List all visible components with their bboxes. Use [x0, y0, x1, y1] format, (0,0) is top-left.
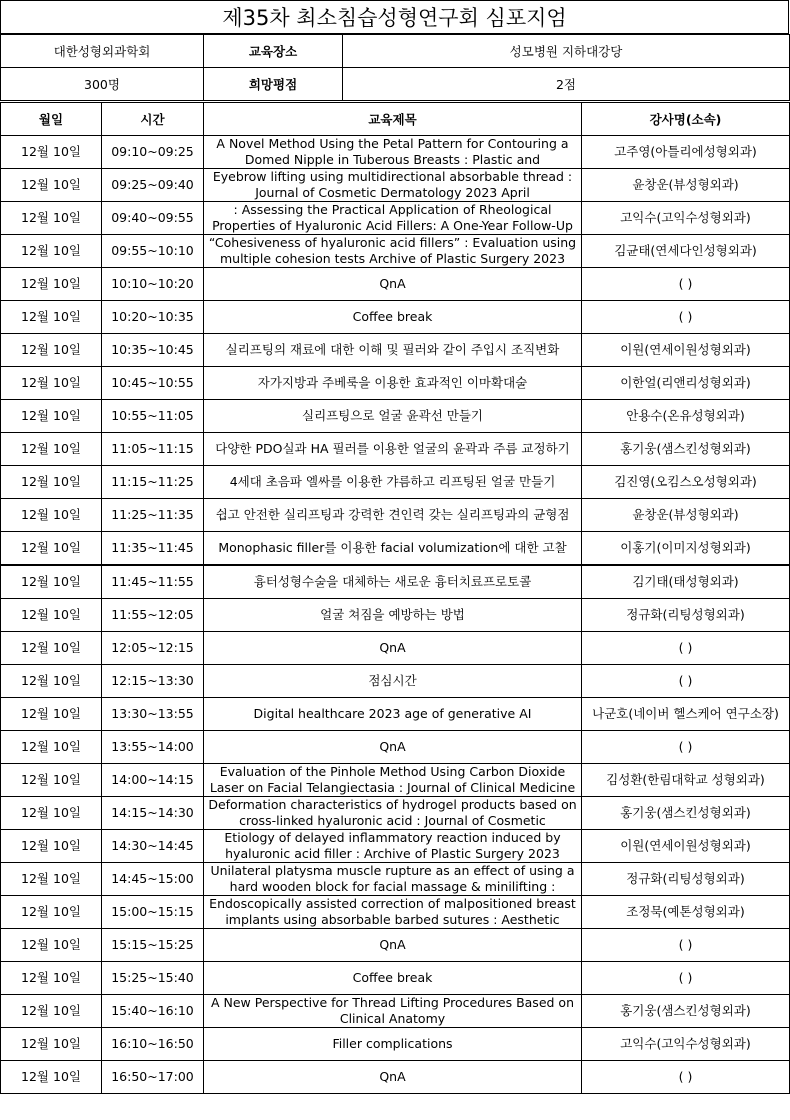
row-speaker: 홍기웅(샘스킨성형외과) — [582, 995, 790, 1028]
row-date: 12월 10일 — [1, 929, 102, 962]
row-topic — [204, 797, 582, 830]
table-row — [1, 169, 790, 202]
row-time: 09:55~10:10 — [102, 235, 204, 268]
header-topic: 교육제목 — [204, 103, 582, 136]
row-topic — [204, 499, 582, 532]
table-row — [1, 896, 790, 929]
row-speaker: 이원(연세이원성형외과) — [582, 334, 790, 367]
row-date: 12월 10일 — [1, 565, 102, 599]
row-topic — [204, 896, 582, 929]
row-date: 12월 10일 — [1, 1061, 102, 1094]
row-speaker: ( ) — [582, 632, 790, 665]
row-topic-text: 실리프팅의 재료에 대한 이해 및 필러와 같이 주입시 조직변화 — [225, 342, 560, 357]
row-topic — [204, 532, 582, 566]
row-date: 12월 10일 — [1, 268, 102, 301]
table-row — [1, 863, 790, 896]
info-table — [0, 34, 790, 101]
row-topic-text: 흉터성형수술을 대체하는 새로운 흉터치료프로토콜 — [253, 574, 532, 589]
row-topic — [204, 599, 582, 632]
row-topic-text: Unilateral platysma muscle rupture as an effect of using a hard wooden block for facial massage & minilifting : — [210, 863, 575, 894]
row-time: 15:40~16:10 — [102, 995, 204, 1028]
row-date: 12월 10일 — [1, 499, 102, 532]
row-date: 12월 10일 — [1, 665, 102, 698]
row-topic — [204, 665, 582, 698]
row-topic-text: Filler complications — [332, 1036, 453, 1051]
row-time: 10:55~11:05 — [102, 400, 204, 433]
row-speaker: 김균태(연세다인성형외과) — [582, 235, 790, 268]
row-topic — [204, 962, 582, 995]
row-date: 12월 10일 — [1, 466, 102, 499]
row-topic — [204, 202, 582, 235]
row-topic — [204, 929, 582, 962]
table-row — [1, 929, 790, 962]
row-time: 09:10~09:25 — [102, 136, 204, 169]
table-row — [1, 235, 790, 268]
table-row — [1, 466, 790, 499]
table-row — [1, 136, 790, 169]
row-speaker: ( ) — [582, 301, 790, 334]
table-row — [1, 797, 790, 830]
row-topic-text: 실리프팅으로 얼굴 윤곽선 만들기 — [302, 408, 483, 423]
organization: 대한성형외과학회 — [1, 35, 204, 68]
row-time: 15:00~15:15 — [102, 896, 204, 929]
row-date: 12월 10일 — [1, 136, 102, 169]
row-time: 14:00~14:15 — [102, 764, 204, 797]
row-time: 10:20~10:35 — [102, 301, 204, 334]
row-speaker: 김기태(태성형외과) — [582, 565, 790, 599]
header-date: 월일 — [1, 103, 102, 136]
table-row — [1, 565, 790, 599]
row-date: 12월 10일 — [1, 202, 102, 235]
row-time: 10:45~10:55 — [102, 367, 204, 400]
row-topic-text: QnA — [379, 937, 406, 952]
row-speaker: 나군호(네이버 헬스케어 연구소장) — [582, 698, 790, 731]
row-topic — [204, 301, 582, 334]
row-topic — [204, 632, 582, 665]
row-topic — [204, 136, 582, 169]
row-speaker: ( ) — [582, 731, 790, 764]
table-row — [1, 334, 790, 367]
row-topic — [204, 1061, 582, 1094]
row-topic-text: Deformation characteristics of hydrogel products based on cross-linked hyaluronic acid : Journal of Cosmetic — [208, 797, 577, 828]
row-time: 14:30~14:45 — [102, 830, 204, 863]
document-title: 제35차 최소침습성형연구회 심포지엄 — [0, 0, 789, 34]
row-topic — [204, 169, 582, 202]
row-date: 12월 10일 — [1, 334, 102, 367]
row-date: 12월 10일 — [1, 962, 102, 995]
row-topic-text: Coffee break — [352, 309, 433, 324]
row-time: 09:40~09:55 — [102, 202, 204, 235]
row-topic-text: Digital healthcare 2023 age of generative AI — [253, 706, 532, 721]
row-time: 11:35~11:45 — [102, 532, 204, 566]
table-row — [1, 1061, 790, 1094]
row-speaker: 윤창운(뷰성형외과) — [582, 499, 790, 532]
row-date: 12월 10일 — [1, 599, 102, 632]
row-topic-text: Endoscopically assisted correction of malpositioned breast implants using absorbable barbed sutures : Aesthetic — [209, 896, 576, 927]
row-speaker: 이한얼(리앤리성형외과) — [582, 367, 790, 400]
table-row — [1, 995, 790, 1028]
row-time: 14:15~14:30 — [102, 797, 204, 830]
row-time: 12:05~12:15 — [102, 632, 204, 665]
table-row — [1, 830, 790, 863]
info-row-venue — [1, 35, 790, 68]
row-topic-text: Eyebrow lifting using multidirectional absorbable thread : Journal of Cosmetic Dermatology 2023 April — [212, 169, 573, 200]
row-topic — [204, 863, 582, 896]
row-date: 12월 10일 — [1, 698, 102, 731]
row-topic — [204, 433, 582, 466]
row-date: 12월 10일 — [1, 896, 102, 929]
row-speaker: 고익수(고익수성형외과) — [582, 202, 790, 235]
row-topic — [204, 400, 582, 433]
row-time: 11:05~11:15 — [102, 433, 204, 466]
row-speaker: 김진영(오킴스오성형외과) — [582, 466, 790, 499]
row-time: 09:25~09:40 — [102, 169, 204, 202]
table-row — [1, 400, 790, 433]
row-time: 10:10~10:20 — [102, 268, 204, 301]
row-speaker: 이홍기(이미지성형외과) — [582, 532, 790, 566]
row-date: 12월 10일 — [1, 433, 102, 466]
row-time: 12:15~13:30 — [102, 665, 204, 698]
row-topic-text: Etiology of delayed inflammatory reaction induced by hyaluronic acid filler : Archive of Plastic Surgery 2023 — [224, 830, 561, 861]
row-topic-text: 점심시간 — [368, 673, 417, 688]
row-date: 12월 10일 — [1, 1028, 102, 1061]
table-row — [1, 367, 790, 400]
row-speaker: ( ) — [582, 665, 790, 698]
table-row — [1, 599, 790, 632]
row-date: 12월 10일 — [1, 235, 102, 268]
row-date: 12월 10일 — [1, 632, 102, 665]
row-time: 15:25~15:40 — [102, 962, 204, 995]
row-topic-text: Coffee break — [352, 970, 433, 985]
row-topic-text: QnA — [379, 640, 406, 655]
header-time: 시간 — [102, 103, 204, 136]
row-topic-text: Evaluation of the Pinhole Method Using Carbon Dioxide Laser on Facial Telangiectasia : Journal of Clinical Medicine — [209, 764, 576, 795]
row-speaker: ( ) — [582, 1061, 790, 1094]
info-row-credits — [1, 68, 790, 101]
row-date: 12월 10일 — [1, 169, 102, 202]
row-topic — [204, 830, 582, 863]
row-speaker: ( ) — [582, 929, 790, 962]
row-speaker: 안용수(온유성형외과) — [582, 400, 790, 433]
row-topic-text: “Cohesiveness of hyaluronic acid fillers” : Evaluation using multiple cohesion tests Archive of Plastic Surgery 2023 — [208, 235, 577, 266]
row-time: 11:55~12:05 — [102, 599, 204, 632]
table-row — [1, 764, 790, 797]
row-time: 11:15~11:25 — [102, 466, 204, 499]
table-row — [1, 301, 790, 334]
row-speaker: 홍기웅(샘스킨성형외과) — [582, 433, 790, 466]
schedule-body — [1, 136, 790, 1094]
table-row — [1, 962, 790, 995]
row-topic-text: QnA — [379, 1069, 406, 1084]
table-row — [1, 202, 790, 235]
row-time: 16:50~17:00 — [102, 1061, 204, 1094]
row-topic-text: A New Perspective for Thread Lifting Procedures Based on Clinical Anatomy — [210, 995, 574, 1026]
row-topic-text: 4세대 초음파 엘싸를 이용한 갸름하고 리프팅된 얼굴 만들기 — [229, 474, 556, 489]
row-date: 12월 10일 — [1, 532, 102, 566]
row-date: 12월 10일 — [1, 301, 102, 334]
row-speaker: 이원(연세이원성형외과) — [582, 830, 790, 863]
table-row — [1, 532, 790, 566]
row-topic — [204, 565, 582, 599]
row-time: 16:10~16:50 — [102, 1028, 204, 1061]
row-topic — [204, 334, 582, 367]
row-topic — [204, 731, 582, 764]
row-date: 12월 10일 — [1, 731, 102, 764]
row-topic-text: 얼굴 쳐짐을 예방하는 방법 — [320, 607, 465, 622]
attendees-value: 300명 — [1, 68, 204, 101]
credits-label: 희망평점 — [204, 68, 343, 101]
row-time: 10:35~10:45 — [102, 334, 204, 367]
row-topic-text: : Assessing the Practical Application of Rheological Properties of Hyaluronic Acid Fillers: A One-Year Follow-Up — [212, 202, 573, 233]
row-topic — [204, 367, 582, 400]
table-row — [1, 268, 790, 301]
header-speaker: 강사명(소속) — [582, 103, 790, 136]
table-row — [1, 499, 790, 532]
row-date: 12월 10일 — [1, 995, 102, 1028]
row-topic — [204, 466, 582, 499]
row-speaker: 정규화(리팅성형외과) — [582, 863, 790, 896]
row-date: 12월 10일 — [1, 367, 102, 400]
row-date: 12월 10일 — [1, 863, 102, 896]
table-row — [1, 698, 790, 731]
row-speaker: ( ) — [582, 962, 790, 995]
venue-label: 교육장소 — [204, 35, 343, 68]
row-time: 15:15~15:25 — [102, 929, 204, 962]
table-row — [1, 433, 790, 466]
row-speaker: 홍기웅(샘스킨성형외과) — [582, 797, 790, 830]
row-topic-text: 쉽고 안전한 실리프팅과 강력한 견인력 갖는 실리프팅과의 균형점 — [215, 507, 570, 522]
row-topic — [204, 268, 582, 301]
row-time: 14:45~15:00 — [102, 863, 204, 896]
row-speaker: 고익수(고익수성형외과) — [582, 1028, 790, 1061]
row-topic — [204, 1028, 582, 1061]
row-topic-text: A Novel Method Using the Petal Pattern for Contouring a Domed Nipple in Tuberous Breasts : Plastic and — [216, 136, 569, 167]
row-speaker: 고주영(아틀리에성형외과) — [582, 136, 790, 169]
row-topic-text: 다양한 PDO실과 HA 필러를 이용한 얼굴의 윤곽과 주름 교정하기 — [215, 441, 570, 456]
row-speaker: 정규화(리팅성형외과) — [582, 599, 790, 632]
venue-value: 성모병원 지하대강당 — [343, 35, 790, 68]
table-row — [1, 632, 790, 665]
row-date: 12월 10일 — [1, 400, 102, 433]
row-time: 11:45~11:55 — [102, 565, 204, 599]
row-topic — [204, 698, 582, 731]
row-time: 11:25~11:35 — [102, 499, 204, 532]
row-topic-text: QnA — [379, 739, 406, 754]
row-topic — [204, 995, 582, 1028]
row-date: 12월 10일 — [1, 797, 102, 830]
row-speaker: 조정묵(예톤성형외과) — [582, 896, 790, 929]
row-topic — [204, 235, 582, 268]
row-speaker: 윤창운(뷰성형외과) — [582, 169, 790, 202]
row-date: 12월 10일 — [1, 830, 102, 863]
table-row — [1, 665, 790, 698]
row-topic-text: 자가지방과 주베룩을 이용한 효과적인 이마확대술 — [257, 375, 528, 390]
row-speaker: 김성환(한림대학교 성형외과) — [582, 764, 790, 797]
row-time: 13:55~14:00 — [102, 731, 204, 764]
row-speaker: ( ) — [582, 268, 790, 301]
row-date: 12월 10일 — [1, 764, 102, 797]
row-topic-text: QnA — [379, 276, 406, 291]
table-row — [1, 1028, 790, 1061]
row-topic-text: Monophasic filler를 이용한 facial volumization에 대한 고찰 — [218, 540, 567, 555]
credits-value: 2점 — [343, 68, 790, 101]
table-row — [1, 731, 790, 764]
row-topic — [204, 764, 582, 797]
schedule-table — [0, 102, 790, 1094]
row-time: 13:30~13:55 — [102, 698, 204, 731]
schedule-header-row — [1, 103, 790, 136]
